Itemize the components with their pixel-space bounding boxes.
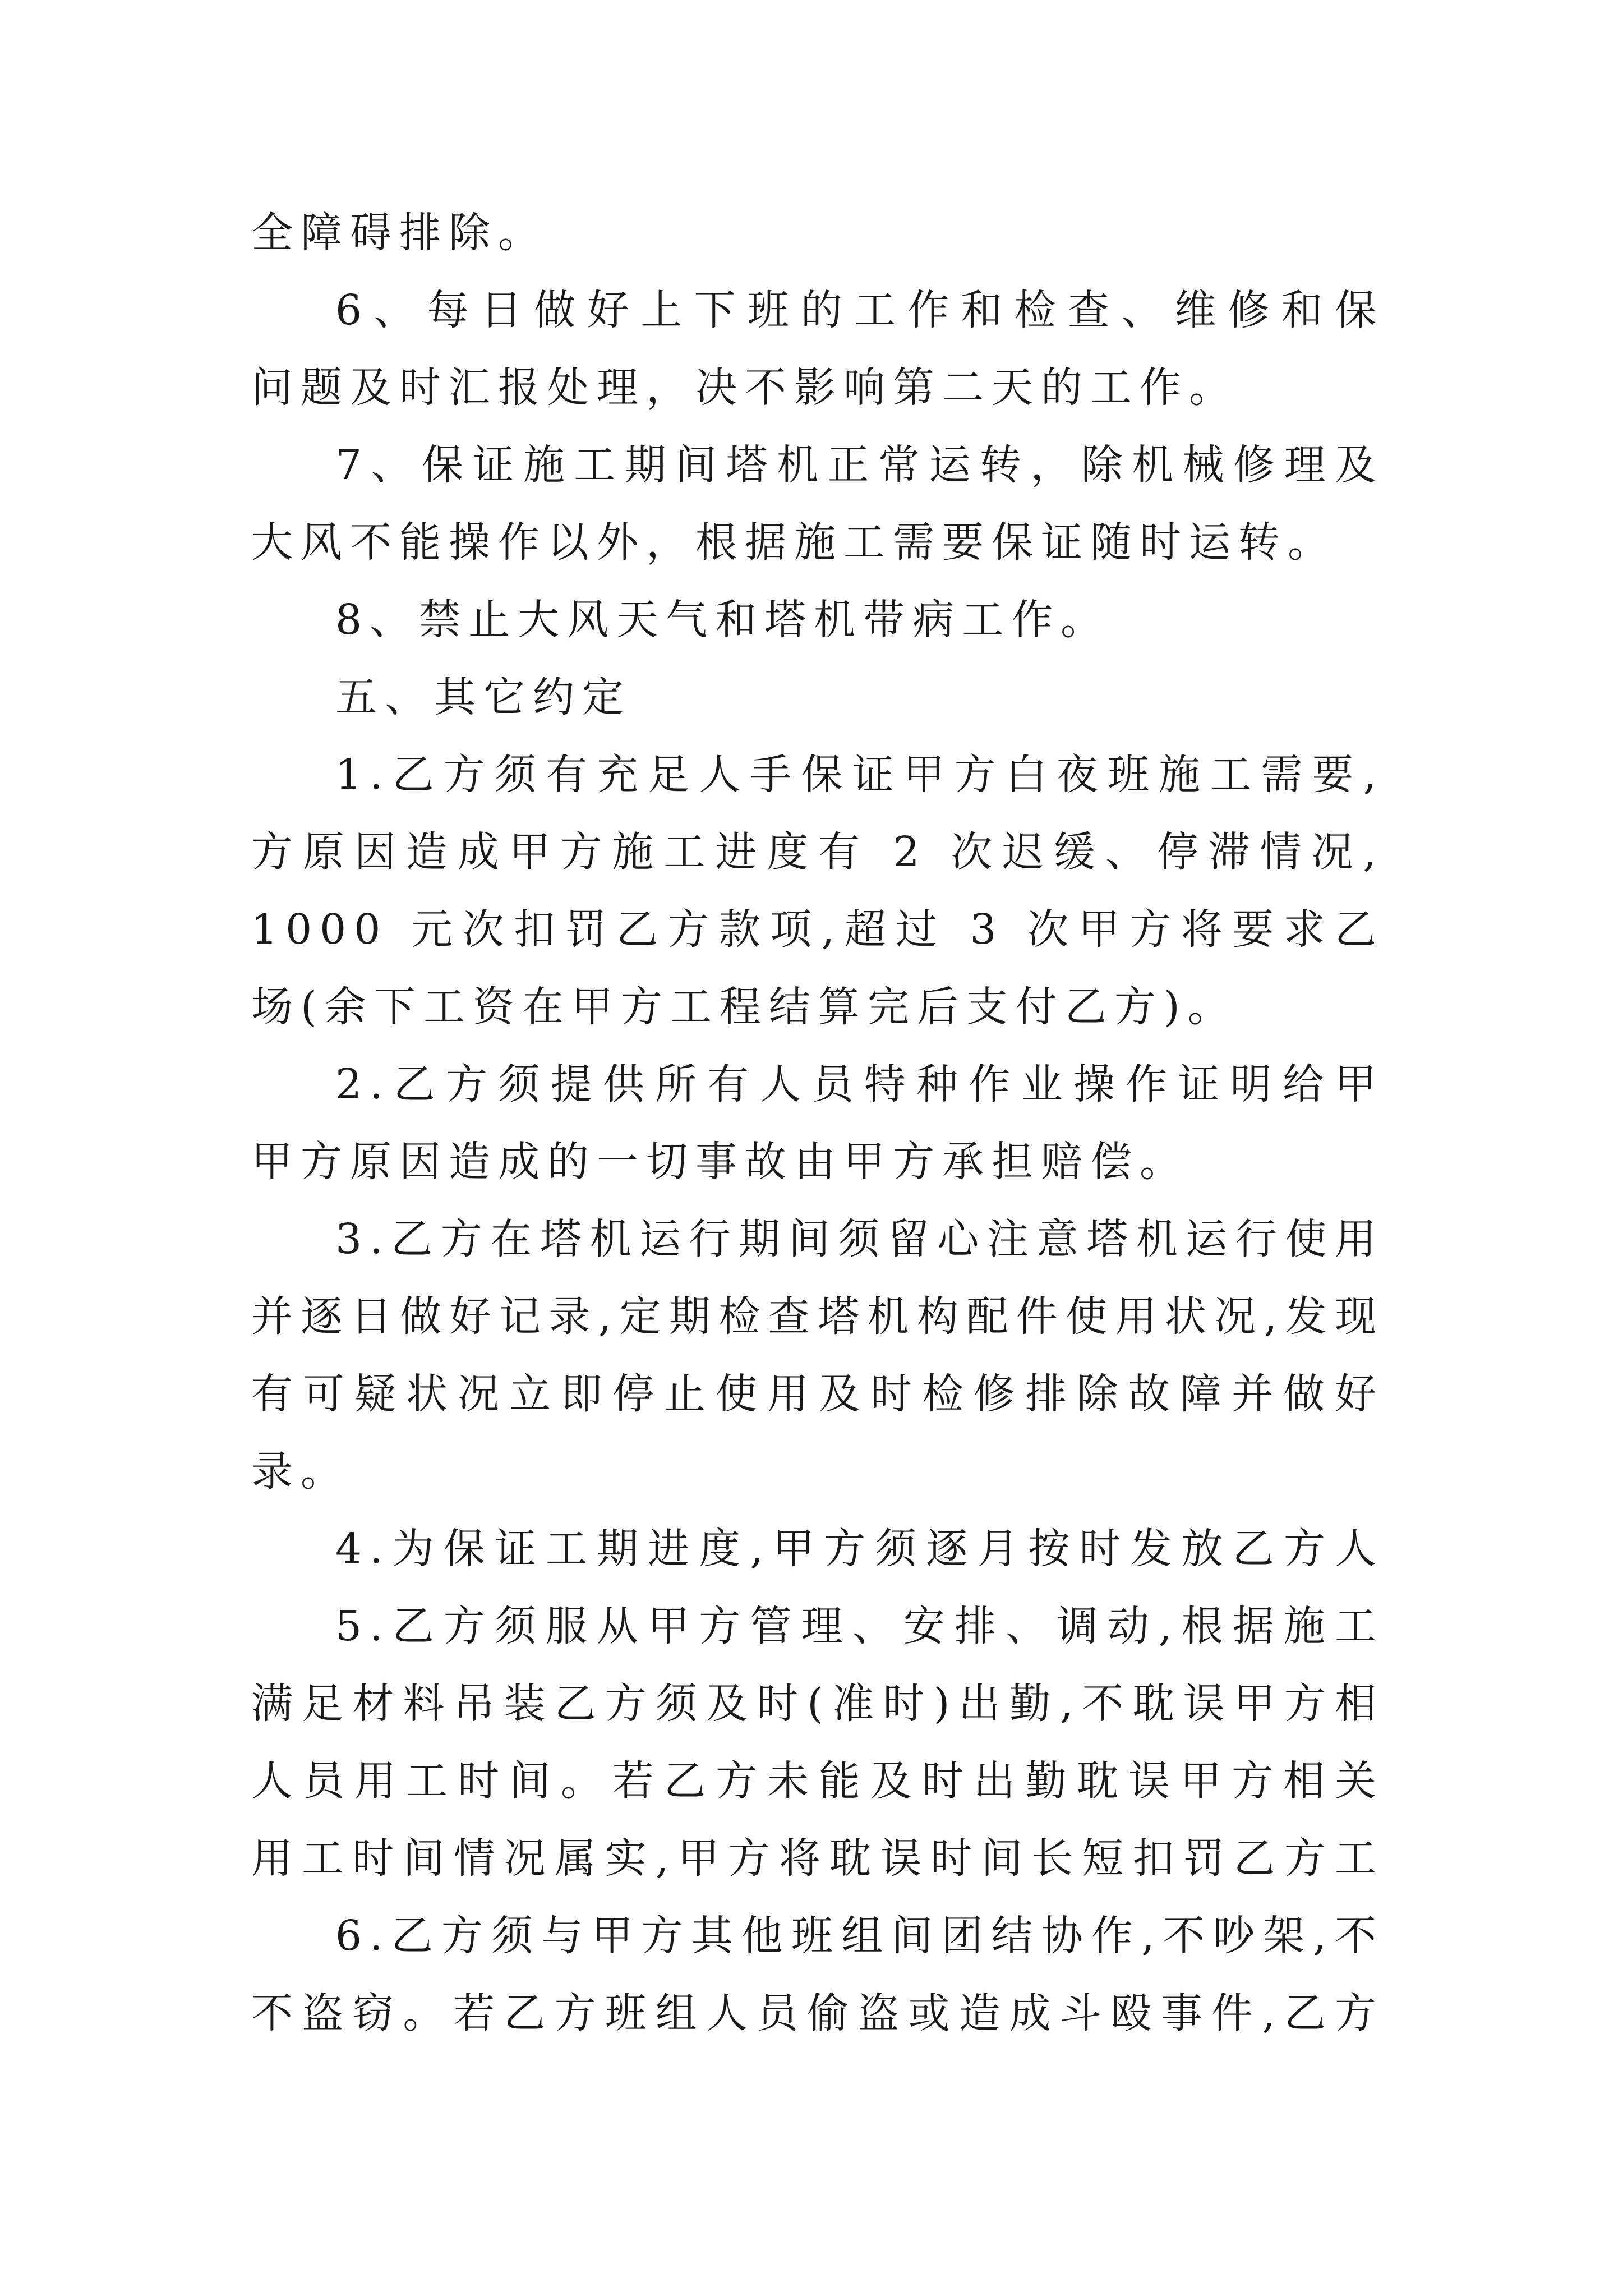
document-line: 人员用工时间。若乙方未能及时出勤耽误甲方相关 — [251, 1757, 1384, 1805]
document-line: 3.乙方在塔机运行期间须留心注意塔机运行使用 — [335, 1215, 1384, 1263]
document-line: 5.乙方须服从甲方管理、安排、调动,根据施工 — [335, 1602, 1384, 1650]
document-line: 1000 元次扣罚乙方款项,超过 3 次甲方将要求乙 — [251, 905, 1384, 954]
document-line: 全障碍排除。 — [251, 209, 547, 257]
document-line: 大风不能操作以外，根据施工需要保证随时运转。 — [251, 518, 1337, 567]
document-line: 录。 — [251, 1447, 350, 1496]
document-line: 场(余下工资在甲方工程结算完后支付乙方)。 — [251, 983, 1237, 1031]
document-line: 并逐日做好记录,定期检查塔机构配件使用状况,发现 — [251, 1292, 1384, 1341]
document-line: 1.乙方须有充足人手保证甲方白夜班施工需要, — [335, 751, 1384, 799]
document-body — [251, 208, 1384, 2065]
document-line: 有可疑状况立即停止使用及时检修排除故障并做好 — [251, 1370, 1384, 1418]
document-line: 问题及时汇报处理，决不影响第二天的工作。 — [251, 364, 1238, 412]
document-line: 甲方原因造成的一切事故由甲方承担赔偿。 — [251, 1138, 1189, 1186]
document-line: 五、其它约定 — [335, 673, 631, 721]
document-line: 满足材料吊装乙方须及时(准时)出勤,不耽误甲方相 — [251, 1680, 1384, 1728]
document-line: 7、保证施工期间塔机正常运转，除机械修理及 — [335, 441, 1384, 489]
document-line: 方原因造成甲方施工进度有 2 次迟缓、停滞情况, — [251, 828, 1384, 876]
document-line: 6.乙方须与甲方其他班组间团结协作,不吵架,不 — [335, 1912, 1384, 1960]
document-line: 4.为保证工期进度,甲方须逐月按时发放乙方人 — [335, 1525, 1384, 1573]
document-line: 8、禁止大风天气和塔机带病工作。 — [335, 596, 1110, 644]
document-line: 2.乙方须提供所有人员特种作业操作证明给甲 — [335, 1060, 1384, 1108]
document-line: 不盗窃。若乙方班组人员偷盗或造成斗殴事件,乙方 — [251, 1989, 1384, 2037]
document-line: 用工时间情况属实,甲方将耽误时间长短扣罚乙方工 — [251, 1834, 1384, 1883]
document-line: 6、每日做好上下班的工作和检查、维修和保 — [335, 286, 1384, 334]
